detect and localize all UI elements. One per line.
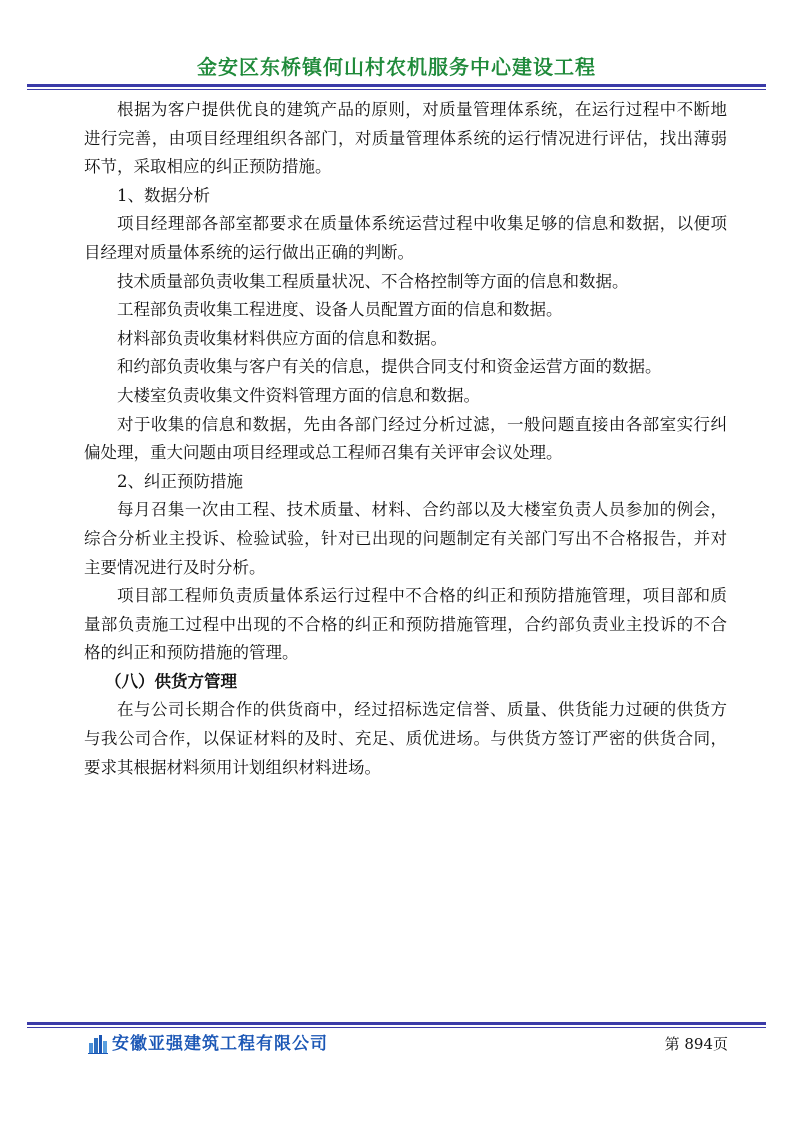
footer-rule-thick <box>27 1022 766 1025</box>
document-title: 金安区东桥镇何山村农机服务中心建设工程 <box>197 55 596 79</box>
paragraph: 对于收集的信息和数据，先由各部门经过分析过滤，一般问题直接由各部室实行纠偏处理，重大问题由项目经理或总工程师召集有关评审会议处理。 <box>84 414 727 463</box>
building-logo-icon <box>88 1034 108 1054</box>
paragraph: 大楼室负责收集文件资料管理方面的信息和数据。 <box>117 385 480 405</box>
paragraph: 项目经理部各部室都要求在质量体系统运营过程中收集足够的信息和数据，以便项目经理对质量体系统的运行做出正确的判断。 <box>84 214 727 262</box>
page-footer <box>88 1030 728 1058</box>
paragraph: 材料部负责收集材料供应方面的信息和数据。 <box>117 328 447 348</box>
paragraph: 根据为客户提供优良的建筑产品的原则，对质量管理体系统，在运行过程中不断地进行完善，由项目经理组织各部门，对质量管理体系统的运行情况进行评估，找出薄弱环节，采取相应的纠正预防措施。 <box>84 100 727 177</box>
paragraph: 在与公司长期合作的供货商中，经过招标选定信誉、质量、供货能力过硬的供货方与我公司合作，以保证材料的及时、充足、质优进场。与供货方签订严密的供货合同，要求其根据材料须用计划组织材料进场。 <box>84 700 727 777</box>
footer-rule-thin <box>27 1027 766 1028</box>
page-number: 第 894页 <box>664 1035 728 1053</box>
header-rule-thin <box>27 89 766 90</box>
subsection-heading: 1、数据分析 <box>117 185 210 205</box>
paragraph: 每月召集一次由工程、技术质量、材料、合约部以及大楼室负责人员参加的例会，综合分析业主投诉、检验试验，针对已出现的问题制定有关部门写出不合格报告，并对主要情况进行及时分析。 <box>84 500 727 577</box>
paragraph: 项目部工程师负责质量体系运行过程中不合格的纠正和预防措施管理，项目部和质量部负责施工过程中出现的不合格的纠正和预防措施管理，合约部负责业主投诉的不合格的纠正和预防措施的管理。 <box>84 586 727 663</box>
paragraph: 和约部负责收集与客户有关的信息，提供合同支付和资金运营方面的数据。 <box>117 357 662 377</box>
paragraph: 工程部负责收集工程进度、设备人员配置方面的信息和数据。 <box>117 300 563 320</box>
section-heading: （八）供货方管理 <box>105 671 237 691</box>
paragraph: 技术质量部负责收集工程质量状况、不合格控制等方面的信息和数据。 <box>117 271 629 291</box>
company-name: 安徽亚强建筑工程有限公司 <box>112 1034 328 1054</box>
subsection-heading: 2、纠正预防措施 <box>117 471 243 491</box>
header-rule-thick <box>27 84 766 87</box>
body-content <box>84 96 727 782</box>
